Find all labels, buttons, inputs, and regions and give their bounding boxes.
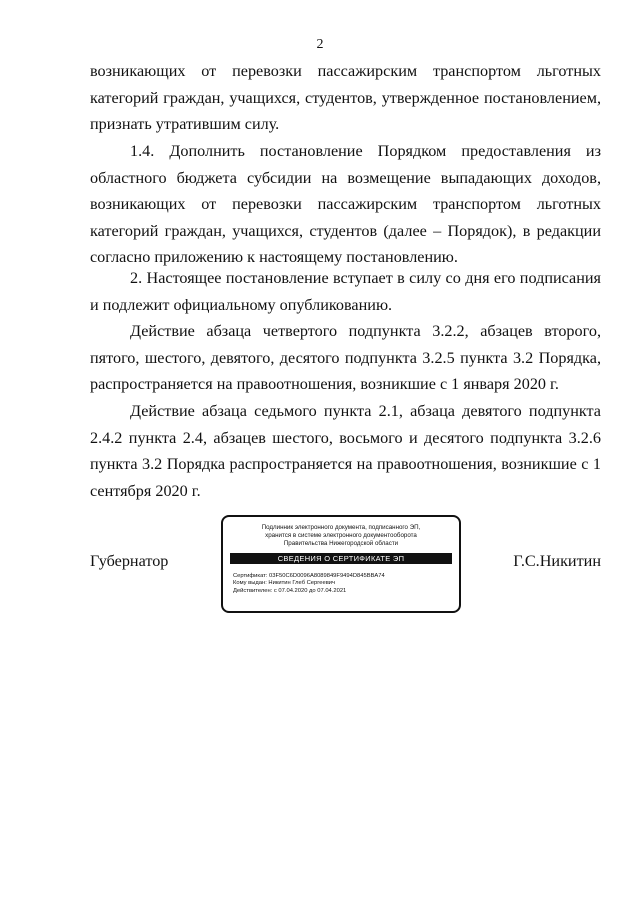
page-number: 2 xyxy=(316,37,324,52)
paragraph-2: 1.4. Дополнить постановление Порядком предоставления из областного бюджета субсидии на возмещение выпадающих доходов, возникающих от перевозки пассажирским транспортом льготных категорий граждан, учащихся, студентов (далее – Порядок), в редакции согласно приложению к настоящему постановлению. xyxy=(90,142,601,266)
stamp-certificate: Сертификат: 03F50C6D0096A8089849F9494D845BBA74 xyxy=(233,573,385,579)
paragraph-1: возникающих от перевозки пассажирским транспортом льготных категорий граждан, учащихся, студентов, утвержденное постановлением, признать утратившим силу. xyxy=(90,62,601,133)
stamp-header-line-2: хранится в системе электронного документооборота xyxy=(265,532,417,539)
paragraph-5: Действие абзаца седьмого пункта 2.1, абзаца девятого подпункта 2.4.2 пункта 2.4, абзацев шестого, восьмого и десятого подпункта 3.2.6 пункта 3.2 Порядка распространяется на правоотношения, возникшие с 1 сентября 2020 г. xyxy=(90,402,601,500)
signatory-name: Г.С.Никитин xyxy=(513,552,601,570)
stamp-header-line-3: Правительства Нижегородской области xyxy=(283,540,399,547)
paragraph-3: 2. Настоящее постановление вступает в силу со дня его подписания и подлежит официальному опубликованию. xyxy=(90,269,601,314)
stamp-issued-to: Кому выдан: Никитин Глеб Сергеевич xyxy=(233,580,336,587)
stamp-header xyxy=(223,524,459,548)
stamp-details xyxy=(233,573,459,595)
electronic-signature-stamp xyxy=(221,515,461,613)
signatory-position: Губернатор xyxy=(90,552,169,570)
stamp-validity: Действителен: с 07.04.2020 до 07.04.2021 xyxy=(233,587,347,594)
paragraph-4: Действие абзаца четвертого подпункта 3.2.2, абзацев второго, пятого, шестого, девятого, десятого подпункта 3.2.5 пункта 3.2 Порядка, распространяется на правоотношения, возникшие с 1 января 2020 г. xyxy=(90,322,601,393)
stamp-header-line-1: Подлинник электронного документа, подписанного ЭП, xyxy=(261,524,421,531)
stamp-title: СВЕДЕНИЯ О СЕРТИФИКАТЕ ЭП xyxy=(230,553,452,564)
